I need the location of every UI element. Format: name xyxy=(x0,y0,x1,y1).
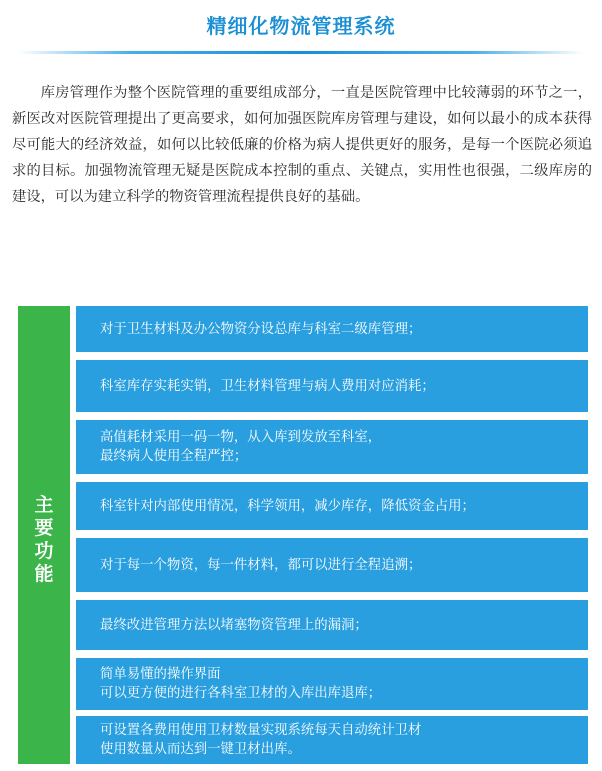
functions-label-char: 能 xyxy=(34,563,54,585)
function-item xyxy=(76,482,588,530)
intro-paragraph: 库房管理作为整个医院管理的重要组成部分，一直是医院管理中比较薄弱的环节之一，新医改对医院管理提出了更高要求，如何加强医院库房管理与建设，如何以最小的成本获得尽可能大的经济效益，如何以比较低廉的价格为病人提供更好的服务，是每一个医院必须追求的目标。加强物流管理无疑是医院成本控制的重点、关键点，实用性也很强，二级库房的建设，可以为建立科学的物资管理流程提供良好的基础。 xyxy=(12,85,592,205)
functions-list xyxy=(76,306,588,764)
main-functions-panel xyxy=(18,306,588,764)
function-item xyxy=(76,658,588,710)
function-item-text: 可设置各费用使用卫材数量实现系统每天自动统计卫材 xyxy=(100,723,422,738)
function-item-text: 科室库存实耗实销，卫生材料管理与病人费用对应消耗； xyxy=(100,378,435,394)
function-item xyxy=(76,360,588,412)
functions-label xyxy=(18,494,70,586)
function-item-text: 高值耗材采用一码一物，从入库到发放至科室， xyxy=(100,430,382,445)
function-item-text: 可以更方便的进行各科室卫材的入库出库退库； xyxy=(100,686,382,701)
functions-side-bar xyxy=(18,306,70,764)
function-item-text: 使用数量从而达到一键卫材出库。 xyxy=(100,742,301,757)
function-item-text: 简单易懂的操作界面 xyxy=(100,667,221,682)
function-item xyxy=(76,538,588,592)
functions-label-char: 主 xyxy=(34,494,54,516)
function-item-text: 科室针对内部使用情况，科学领用，减少库存，降低资金占用； xyxy=(100,498,475,514)
header xyxy=(0,0,602,56)
functions-label-char: 要 xyxy=(34,517,54,539)
function-item xyxy=(76,600,588,650)
function-item-text: 最终改进管理方法以堵塞物资管理上的漏洞； xyxy=(100,617,368,633)
title-divider xyxy=(18,51,584,54)
function-item-text: 最终病人使用全程严控； xyxy=(100,449,248,464)
functions-label-char: 功 xyxy=(34,540,54,562)
function-item-text: 对于卫生材料及办公物资分设总库与科室二级库管理； xyxy=(100,321,422,337)
page-title: 精细化物流管理系统 xyxy=(206,14,396,38)
function-item-text: 对于每一个物资，每一件材料，都可以进行全程追溯； xyxy=(100,557,422,573)
function-item xyxy=(76,716,588,764)
function-item xyxy=(76,420,588,474)
function-item xyxy=(76,306,588,352)
